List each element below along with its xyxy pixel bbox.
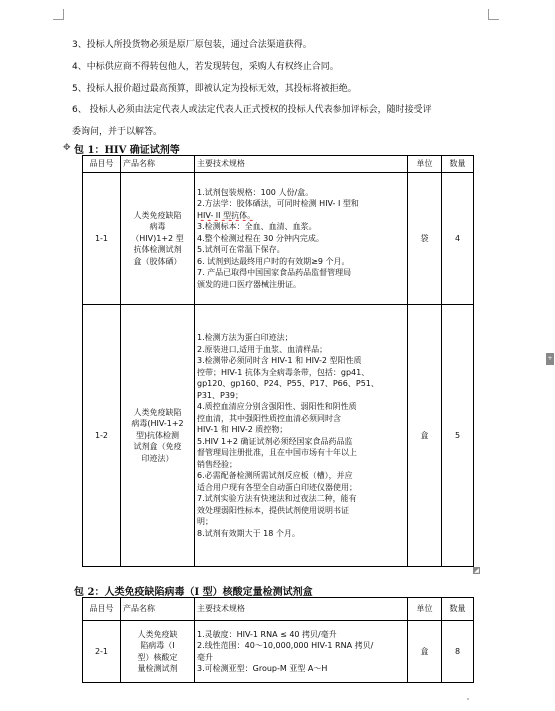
table-row xyxy=(83,305,474,567)
page-corner-mark: ˚ xyxy=(466,698,470,707)
paragraph-5: 5、投标人报价超过最高预算，即被认定为投标无效，其投标将被拒绝。 xyxy=(72,84,357,94)
header-unit: 单位 xyxy=(408,156,442,173)
table-row xyxy=(83,621,474,683)
quantity: 5 xyxy=(442,305,474,567)
paragraph-3: 3、投标人所投货物必须是原厂原包装，通过合法渠道获得。 xyxy=(72,40,312,50)
page-margin-corner-top-left xyxy=(53,9,64,20)
table-resize-handle-icon[interactable]: ◢ xyxy=(474,567,479,574)
header-product-name: 产品名称 xyxy=(121,156,195,173)
page-margin-corner-top-right xyxy=(488,9,499,20)
tech-spec: 1.灵敏度：HIV-1 RNA ≤ 40 拷贝/毫升 2.线性范围：40～10,000,000 HIV-1 RNA 拷贝/ 毫升 3.可检测亚型：Group-M 亚型 A～H xyxy=(195,621,408,683)
header-quantity: 数量 xyxy=(442,598,474,621)
product-name: 人类免疫缺 陷病毒（I 型）核酸定 量检测试剂 xyxy=(121,621,195,683)
paragraph-4: 4、中标供应商不得转包他人，若发现转包，采购人有权终止合同。 xyxy=(72,62,339,72)
package-1-heading: 包 1：HIV 确证试剂等 xyxy=(74,145,180,156)
header-product-name: 产品名称 xyxy=(121,598,195,621)
table-row xyxy=(83,173,474,305)
header-spec: 主要技术规格 xyxy=(195,598,408,621)
header-quantity: 数量 xyxy=(442,156,474,173)
header-spec: 主要技术规格 xyxy=(195,156,408,173)
item-number: 1-2 xyxy=(83,305,121,567)
tech-spec: 1.试剂包装规格：100 人份/盒。 2.方法学：胶体硒法，可同时检测 HIV- I 型和 HIV- II 型抗体。 3.检测标本：全血、血清、血浆。 4.整个检测过程在 30 分钟内完成。 5.试剂可在常温下保存。 6. 试剂到达最终用户时的有效期≥9 个月。 7. 产品已取得中国国家食品药品监督管理局 颁发的进口医疗器械注册证。 xyxy=(195,173,408,305)
add-column-handle-icon[interactable]: + xyxy=(546,353,554,365)
tech-spec: 1.检测方法为蛋白印迹法； 2.原装进口,适用于血浆、血清样品； 3.检测带必须同时含 HIV-1 和 HIV-2 型阳性质 控带；HIV-1 抗体为全病毒条带，包括：gp41、 gp120、gp160、P24、P55、P17、P66、P51、 P31、P39； 4.质控血清应分别含强阳性、弱阳性和阴性质 控血清，其中强阳性质控血清必须同时含 HIV-1 和 HIV-2 质控物； 5.HIV 1+2 确证试剂必须经国家食品药品监 督管理局注册批准，且在中国市场有十年以上 销售经验； 6.必需配备检测所需试剂反应板（槽），并应 适合用户现有各型全自动蛋白印迹仪器使用； 7.试剂实验方法有快速法和过夜法二种，能有 效处理弱阳性标本，提供试剂使用说明书证 明； 8.试剂有效期大于 18 个月。 xyxy=(195,305,408,567)
item-number: 2-1 xyxy=(83,621,121,683)
table-header-row xyxy=(83,156,474,173)
item-number: 1-1 xyxy=(83,173,121,305)
unit: 盒 xyxy=(408,305,442,567)
unit: 盒 xyxy=(408,621,442,683)
package-2-heading: 包 2：人类免疫缺陷病毒（I 型）核酸定量检测试剂盒 xyxy=(74,587,313,598)
quantity: 8 xyxy=(442,621,474,683)
table-move-handle-icon[interactable]: ✥ xyxy=(63,143,71,153)
paragraph-6: 6、 投标人必须由法定代表人或法定代表人正式授权的投标人代表参加评标会，随时接受评 xyxy=(72,105,432,115)
package-1-table xyxy=(82,155,474,567)
header-unit: 单位 xyxy=(408,598,442,621)
unit: 袋 xyxy=(408,173,442,305)
product-name: 人类免疫缺陷 病毒 （HIV)1+2 型 抗体检测试剂 盒（胶体硒） xyxy=(121,173,195,305)
table-header-row xyxy=(83,598,474,621)
quantity: 4 xyxy=(442,173,474,305)
package-2-table xyxy=(82,597,474,683)
product-name: 人类免疫缺陷 病毒(HIV-1+2 型)抗体检测 试剂盒（免疫 印迹法） xyxy=(121,305,195,567)
paragraph-6-continued: 委询问，并于以解答。 xyxy=(72,127,163,137)
header-item-number: 品目号 xyxy=(83,156,121,173)
header-item-number: 品目号 xyxy=(83,598,121,621)
